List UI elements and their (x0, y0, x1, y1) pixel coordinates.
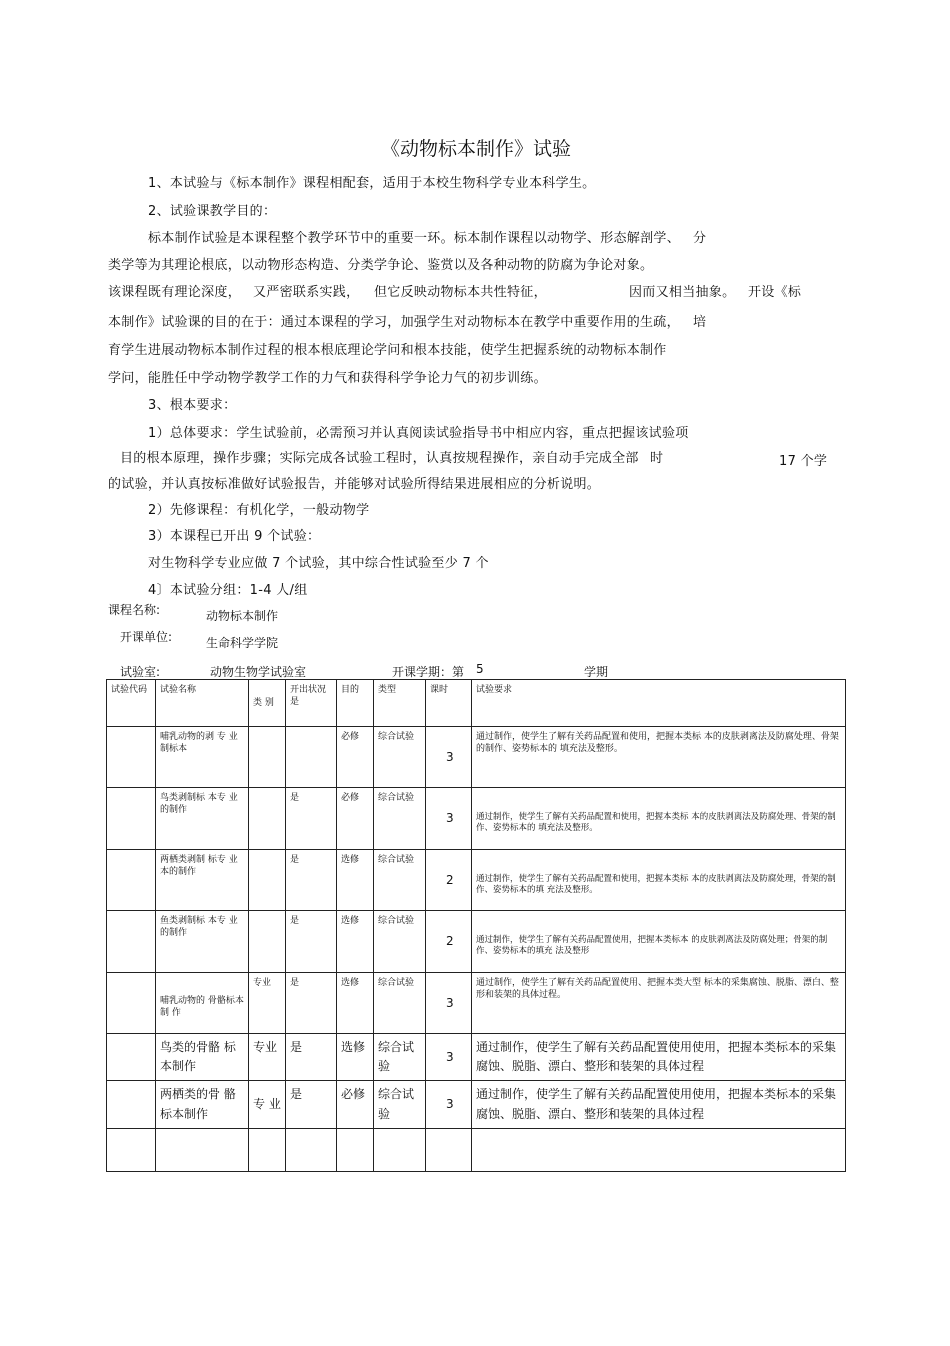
section-heading-purpose: 2、试验课教学目的： (148, 204, 277, 219)
cell-code (107, 850, 156, 911)
purpose-line-3c: 但它反映动物标本共性特征， (374, 285, 547, 300)
term-suffix: 学期 (584, 665, 609, 679)
purpose-line-4: 本制作》试验课的目的在于：通过本课程的学习，加强学生对动物标本在教学中重要作用的生疏， (108, 315, 680, 330)
cell-requirements: 通过制作，使学生了解有关药品配置和使用，把握本类标 本的皮肤剥离法及防腐处理，骨架的制作、姿势标本的填 充法及整形。 (472, 850, 846, 911)
requirement-line-2b: 时 (650, 451, 664, 466)
purpose-line-5: 育学生进展动物标本制作过程的根本根底理论学问和根本技能，使学生把握系统的动物标本制作 (108, 343, 667, 358)
required-count-line: 对生物科学专业应做 7 个试验，其中综合性试验至少 7 个 (148, 556, 489, 571)
table-row (107, 850, 846, 911)
cell-name: 哺乳动物的剥 专 业 制标本 (156, 727, 249, 788)
requirement-line-1: 1）总体要求：学生试验前，必需预习并认真阅读试验指导书中相应内容，重点把握该试验项 (148, 426, 689, 441)
header-purpose: 目的 (337, 680, 374, 727)
cell-requirements: 通过制作，使学生了解有关药品配置使用使用，把握本类标本的采集腐蚀、脱脂、漂白、整形和装架的具体过程 (472, 1081, 846, 1128)
requirement-line-2-right: 17 个学 (779, 454, 828, 469)
cell-type: 综合试验 (374, 1081, 426, 1128)
cell-status: 是 (286, 850, 337, 911)
table-row (107, 1034, 846, 1081)
cell-type: 综合试验 (374, 911, 426, 973)
cell-category (249, 911, 286, 973)
course-unit-label: 开课单位: (120, 630, 173, 644)
cell-name: 鸟类剥制标 本专 业 的制作 (156, 788, 249, 850)
cell-status (286, 1128, 337, 1171)
purpose-line-3d: 因而又相当抽象。 (629, 285, 736, 300)
section-heading-requirements: 3、根本要求： (148, 398, 237, 413)
cell-name: 鸟类的骨骼 标本制作 (156, 1034, 249, 1081)
header-category: 类 别 (249, 680, 286, 727)
course-unit-value: 生命科学学院 (206, 636, 279, 650)
table-row (107, 1081, 846, 1128)
cell-category: 专业 (249, 1034, 286, 1081)
cell-code (107, 788, 156, 850)
purpose-line-3b: 又严密联系实践， (253, 285, 360, 300)
cell-code (107, 1128, 156, 1171)
course-name-value: 动物标本制作 (206, 609, 279, 623)
lab-label: 试验室: (120, 665, 161, 679)
cell-type: 综合试验 (374, 727, 426, 788)
cell-code (107, 911, 156, 973)
purpose-line-4-end: 培 (693, 315, 707, 330)
cell-code (107, 1081, 156, 1128)
cell-status: 是 (286, 973, 337, 1034)
cell-purpose: 必修 (337, 788, 374, 850)
header-code: 试验代码 (107, 680, 156, 727)
cell-code (107, 727, 156, 788)
cell-hours: 2 (426, 911, 472, 973)
purpose-line-1: 标本制作试验是本课程整个教学环节中的重要一环。标本制作课程以动物学、形态解剖学、 (148, 231, 681, 246)
cell-category (249, 727, 286, 788)
cell-status (286, 727, 337, 788)
cell-category: 专 业 (249, 1081, 286, 1128)
cell-purpose: 必修 (337, 727, 374, 788)
cell-name: 哺乳动物的 骨骼标本制 作 (156, 973, 249, 1034)
requirement-line-3: 的试验，并认真按标准做好试验报告，并能够对试验所得结果进展相应的分析说明。 (108, 477, 601, 492)
cell-purpose: 选修 (337, 973, 374, 1034)
page-title: 《动物标本制作》试验 (381, 138, 572, 160)
header-status: 开出状况是 (286, 680, 337, 727)
cell-requirements (472, 1128, 846, 1171)
cell-requirements: 通过制作，使学生了解有关药品配置使用，把握本类标本 的皮肤剥离法及防腐处理；骨架的制作、姿势标本的填充 法及整形 (472, 911, 846, 973)
cell-category (249, 788, 286, 850)
cell-purpose (337, 1128, 374, 1171)
purpose-line-3e: 开设《标 (748, 285, 802, 300)
header-name: 试验名称 (156, 680, 249, 727)
cell-hours (426, 1128, 472, 1171)
cell-status: 是 (286, 1034, 337, 1081)
purpose-line-2: 类学等为其理论根底，以动物形态构造、分类学争论、鉴赏以及各种动物的防腐为争论对象。 (108, 258, 654, 273)
intro-paragraph-1: 1、本试验与《标本制作》课程相配套，适用于本校生物科学专业本科学生。 (148, 176, 596, 191)
table-row (107, 788, 846, 850)
experiment-table (106, 679, 846, 1172)
table-row (107, 973, 846, 1034)
cell-hours: 3 (426, 1081, 472, 1128)
cell-name (156, 1128, 249, 1171)
cell-hours: 2 (426, 850, 472, 911)
lab-value: 动物生物学试验室 (210, 665, 307, 679)
cell-requirements: 通过制作，使学生了解有关药品配置使用使用，把握本类标本的采集腐蚀、脱脂、漂白、整形和装架的具体过程 (472, 1034, 846, 1081)
cell-requirements: 通过制作，使学生了解有关药品配置和使用，把握本类标 本的皮肤剥离法及防腐处理、骨架的制作、姿势标本的 填充法及整形。 (472, 788, 846, 850)
term-value: 5 (476, 662, 484, 676)
cell-status: 是 (286, 911, 337, 973)
grouping-line: 4〕本试验分组：1-4 人/组 (148, 583, 308, 598)
table-header-row (107, 680, 846, 727)
cell-code (107, 973, 156, 1034)
cell-requirements: 通过制作，使学生了解有关药品配置和使用，把握本类标 本的皮肤剥离法及防腐处理、骨架的制作、姿势标本的 填充法及整形。 (472, 727, 846, 788)
term-label: 开课学期：第 (392, 665, 465, 679)
cell-requirements: 通过制作，使学生了解有关药品配置使用、把握本类大型 标本的采集腐蚀、脱脂、漂白、整形和装架的具体过程。 (472, 973, 846, 1034)
cell-name: 两栖类剥制 标专 业 本的制作 (156, 850, 249, 911)
cell-hours: 3 (426, 727, 472, 788)
cell-category (249, 1128, 286, 1171)
cell-category: 专业 (249, 973, 286, 1034)
cell-purpose: 选修 (337, 911, 374, 973)
cell-status: 是 (286, 788, 337, 850)
cell-purpose: 必修 (337, 1081, 374, 1128)
cell-hours: 3 (426, 788, 472, 850)
cell-status: 是 (286, 1081, 337, 1128)
purpose-line-1-end: 分 (693, 231, 707, 246)
cell-type: 综合试验 (374, 850, 426, 911)
requirement-line-2: 目的根本原理，操作步骤；实际完成各试验工程时，认真按规程操作，亲自动手完成全部 (120, 451, 639, 466)
table-row (107, 911, 846, 973)
header-requirements: 试验要求 (472, 680, 846, 727)
cell-hours: 3 (426, 1034, 472, 1081)
cell-type (374, 1128, 426, 1171)
cell-hours: 3 (426, 973, 472, 1034)
purpose-line-3a: 该课程既有理论深度， (108, 285, 242, 300)
cell-name: 鱼类剥制标 本专 业 的制作 (156, 911, 249, 973)
course-name-label: 课程名称: (108, 603, 161, 617)
header-type: 类型 (374, 680, 426, 727)
cell-purpose: 选修 (337, 1034, 374, 1081)
header-hours: 课时 (426, 680, 472, 727)
purpose-line-6: 学问，能胜任中学动物学教学工作的力气和获得科学争论力气的初步训练。 (108, 371, 547, 386)
cell-type: 综合试验 (374, 1034, 426, 1081)
cell-purpose: 选修 (337, 850, 374, 911)
table-row (107, 727, 846, 788)
table-row (107, 1128, 846, 1171)
cell-type: 综合试验 (374, 973, 426, 1034)
prerequisite-line: 2）先修课程：有机化学，一般动物学 (148, 503, 370, 518)
cell-category (249, 850, 286, 911)
cell-name: 两栖类的骨 骼标本制作 (156, 1081, 249, 1128)
experiments-count-line: 3）本课程已开出 9 个试验： (148, 529, 321, 544)
cell-type: 综合试验 (374, 788, 426, 850)
cell-code (107, 1034, 156, 1081)
